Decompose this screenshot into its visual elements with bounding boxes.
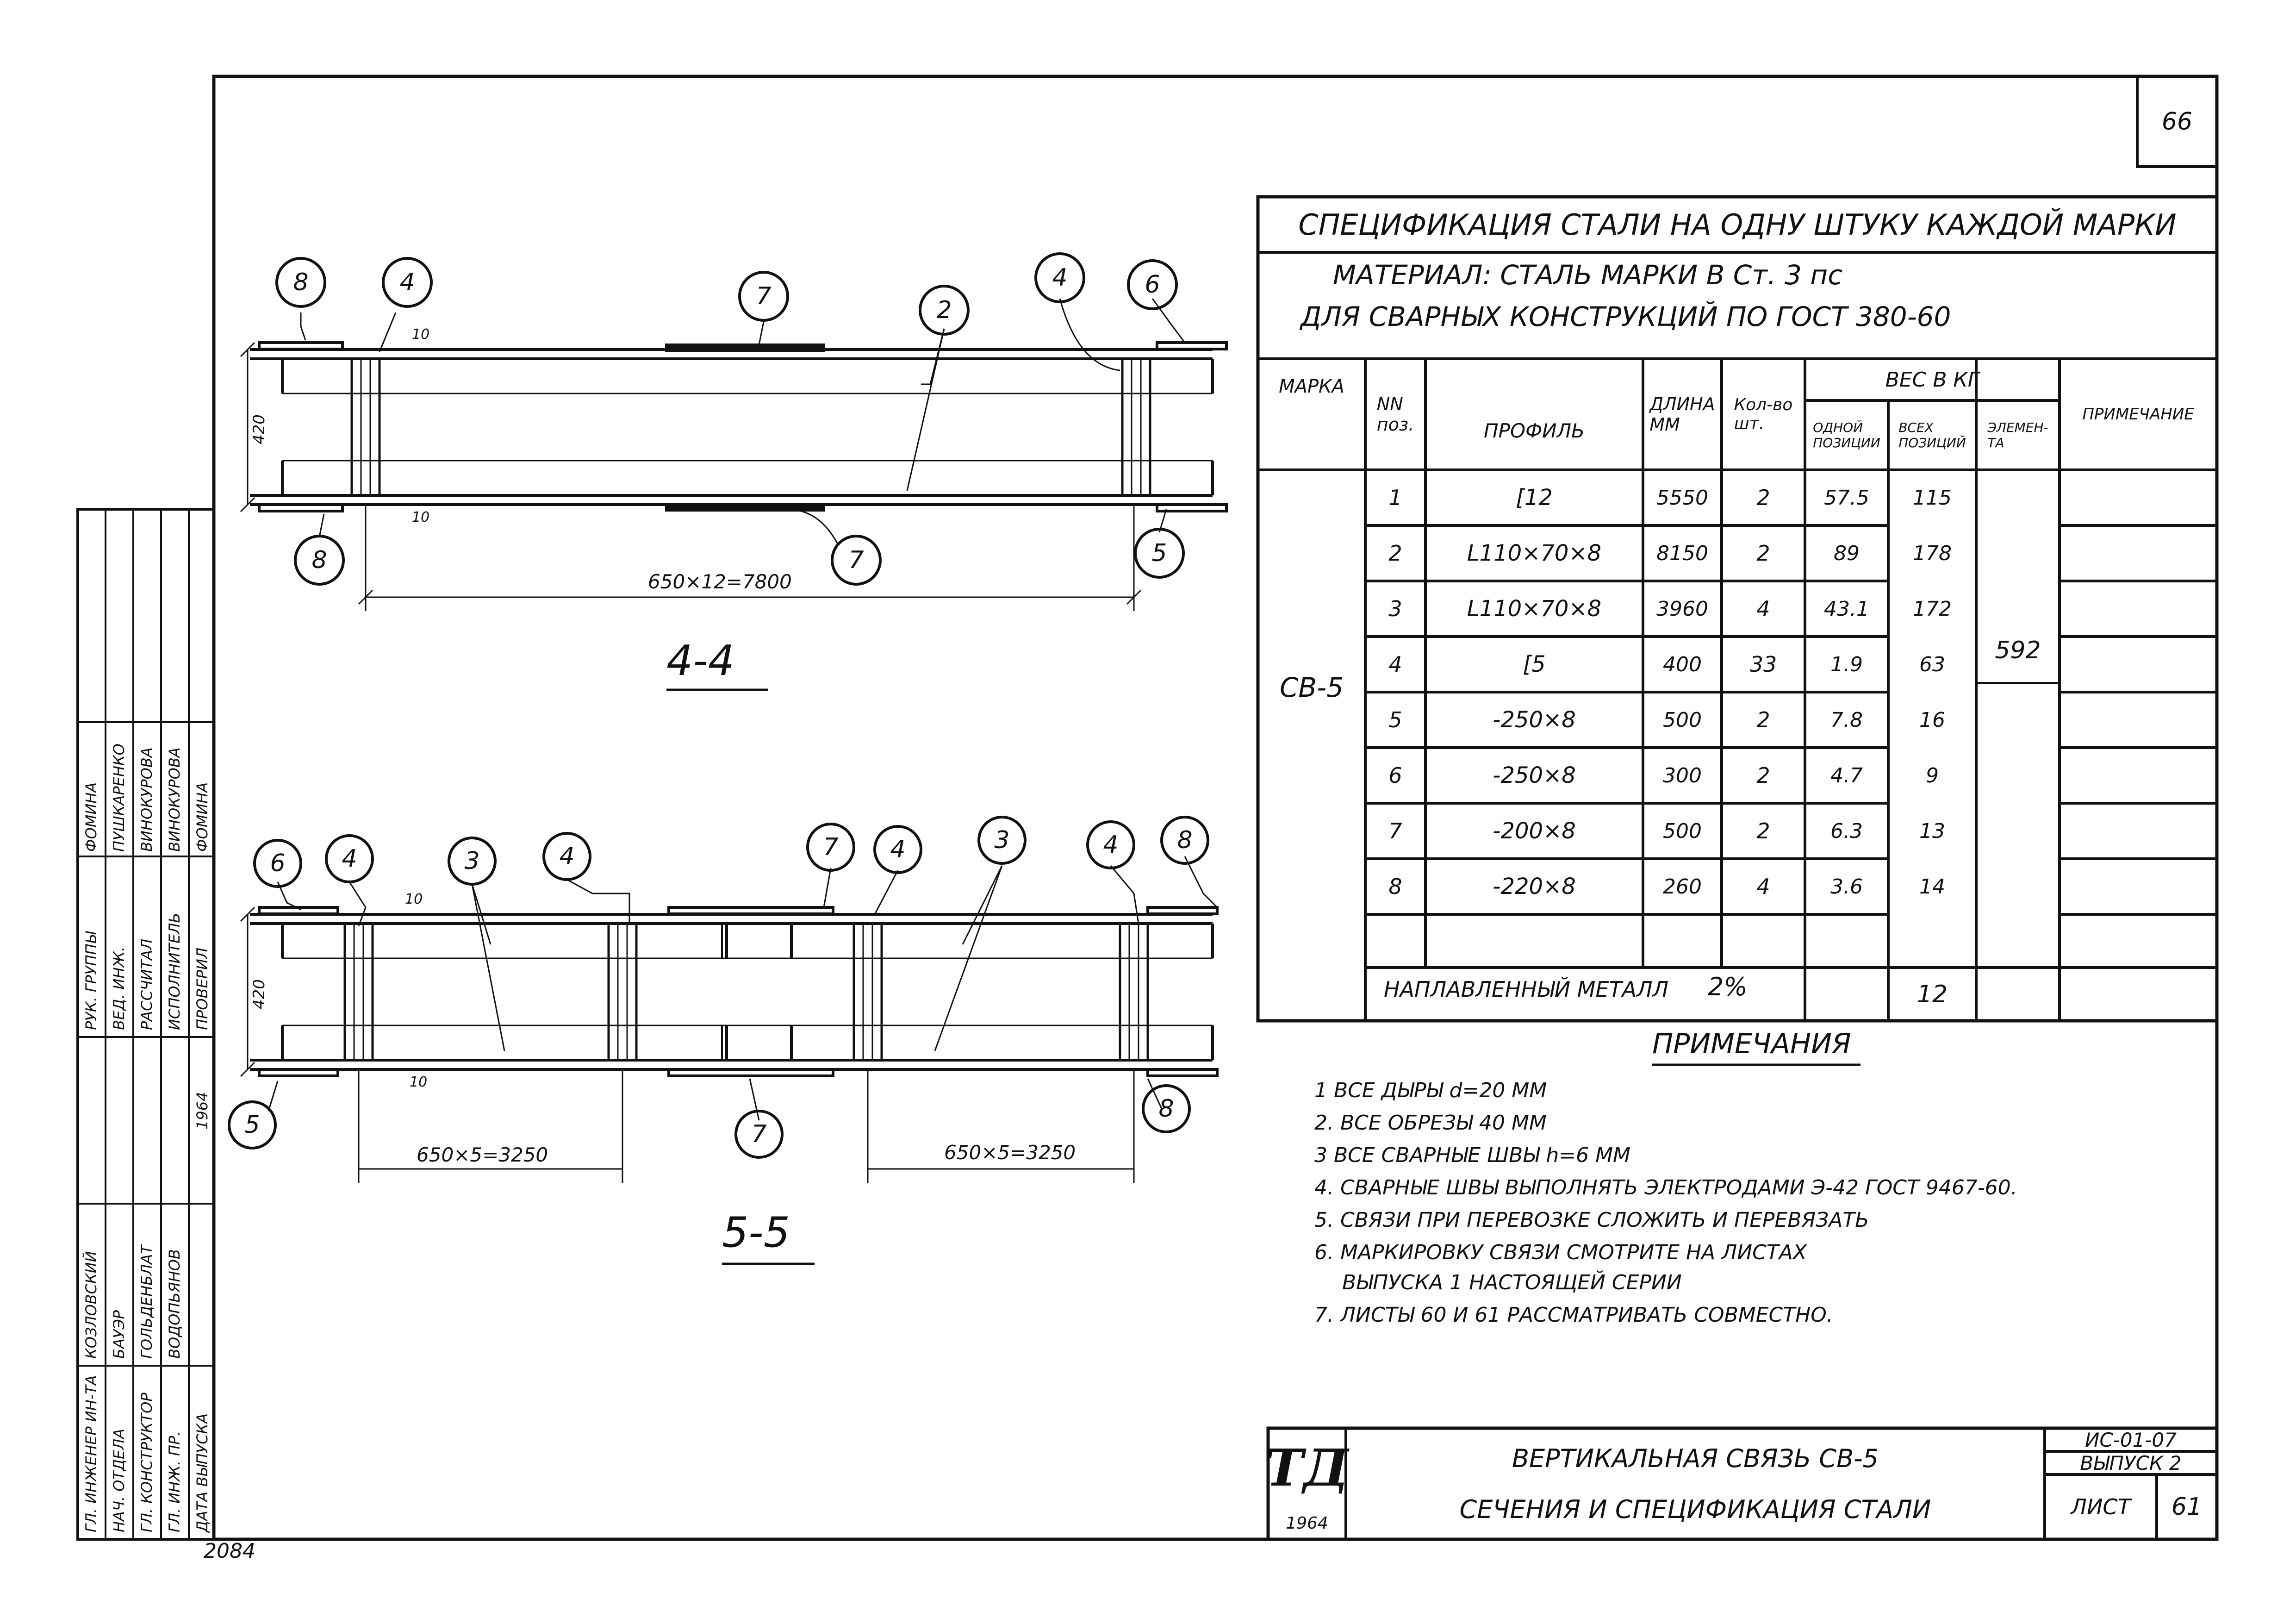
- spec-cell-w-all: 178: [1913, 541, 1952, 565]
- weld-label: НАПЛАВЛЕННЫЙ МЕТАЛЛ: [1384, 977, 1669, 1002]
- section-4-4-gap-dim: 10: [412, 326, 430, 343]
- callout-number: 8: [1158, 1095, 1174, 1123]
- header-pos: NN поз.: [1376, 394, 1414, 435]
- section-5-5-span-left: 650×5=3250: [417, 1143, 548, 1166]
- note-item: 4. СВАРНЫЕ ШВЫ ВЫПОЛНЯТЬ ЭЛЕКТРОДАМИ Э-42 ГОСТ 9467-60.: [1314, 1176, 2017, 1199]
- stamp-name: ВОДОПЬЯНОВ: [166, 1249, 183, 1359]
- spec-cell-pos: 8: [1388, 874, 1402, 899]
- stamp-role-2: ВЕД. ИНЖ.: [110, 946, 128, 1030]
- header-weight: ВЕС В КГ: [1885, 368, 1979, 392]
- callout-number: 8: [311, 546, 327, 574]
- spec-cell-qty: 2: [1756, 541, 1770, 566]
- spec-cell-qty: 2: [1756, 485, 1770, 510]
- spec-material-line1: МАТЕРИАЛ: СТАЛЬ МАРКИ В Ст. 3 пс: [1333, 259, 1843, 291]
- spec-title: СПЕЦИФИКАЦИЯ СТАЛИ НА ОДНУ ШТУКУ КАЖДОЙ МАРКИ: [1298, 207, 2177, 242]
- spec-cell-profile: -250×8: [1493, 762, 1576, 788]
- spec-cell-w-all: 115: [1913, 486, 1952, 510]
- callout-number: 7: [756, 282, 772, 310]
- spec-cell-pos: 1: [1388, 485, 1402, 510]
- spec-cell-length: 400: [1663, 652, 1702, 676]
- spec-cell-length: 260: [1663, 874, 1702, 899]
- callout-number: 5: [1151, 539, 1167, 567]
- spec-cell-w-one: 89: [1834, 541, 1860, 565]
- spec-cell-qty: 4: [1756, 596, 1770, 621]
- callout-number: 2: [936, 296, 952, 324]
- header-note: ПРИМЕЧАНИЕ: [2082, 405, 2194, 424]
- spec-cell-profile: -200×8: [1493, 818, 1576, 844]
- section-5-5-drawing: [229, 817, 1217, 1264]
- section-4-4-title: 4-4: [666, 637, 734, 685]
- callout-number: 4: [559, 843, 575, 870]
- spec-cell-profile: [12: [1516, 485, 1553, 511]
- sheet-number: 61: [2171, 1493, 2203, 1521]
- spec-cell-length: 500: [1663, 708, 1702, 732]
- callout-number: 7: [848, 546, 864, 574]
- spec-cell-w-one: 7.8: [1830, 708, 1863, 732]
- section-5-5-title: 5-5: [722, 1208, 790, 1257]
- note-item: 6. МАРКИРОВКУ СВЯЗИ СМОТРИТЕ НА ЛИСТАХ: [1314, 1241, 1807, 1264]
- callout-number: 7: [751, 1120, 767, 1148]
- callout-number: 3: [464, 847, 480, 875]
- callout-number: 4: [1052, 264, 1068, 292]
- spec-cell-w-one: 3.6: [1830, 874, 1863, 899]
- callout-number: 8: [293, 269, 309, 296]
- spec-cell-qty: 2: [1756, 763, 1770, 788]
- note-item: 1 ВСЕ ДЫРЫ d=20 ММ: [1314, 1079, 1547, 1102]
- stamp-name: ГОЛЬДЕНБЛАТ: [138, 1245, 156, 1359]
- note-item: 3 ВСЕ СВАРНЫЕ ШВЫ h=6 ММ: [1314, 1143, 1630, 1167]
- header-w-one: ОДНОЙ ПОЗИЦИИ: [1813, 420, 1880, 450]
- spec-cell-profile: -220×8: [1493, 874, 1576, 899]
- stamp-name: БАУЭР: [110, 1310, 128, 1359]
- spec-cell-length: 300: [1663, 763, 1702, 787]
- stamp-role-2: РАССЧИТАЛ: [138, 938, 156, 1030]
- spec-cell-qty: 2: [1756, 707, 1770, 732]
- stamp-name: КОЗЛОВСКИЙ: [82, 1251, 100, 1359]
- section-5-5-gap-dim: 10: [405, 891, 423, 907]
- stamp-date: 1964: [193, 1092, 211, 1130]
- page-number: 66: [2161, 107, 2193, 136]
- note-item: 2. ВСЕ ОБРЕЗЫ 40 ММ: [1314, 1111, 1547, 1135]
- callout-number: 7: [823, 833, 839, 861]
- spec-cell-qty: 4: [1756, 874, 1770, 899]
- spec-cell-w-all: 14: [1919, 874, 1945, 899]
- header-profile: ПРОФИЛЬ: [1484, 419, 1585, 442]
- stamp-role: ДАТА ВЫПУСКА: [193, 1413, 211, 1532]
- spec-cell-profile: [5: [1523, 651, 1546, 677]
- spec-mark-value: СВ-5: [1279, 672, 1344, 703]
- callout-number: 6: [270, 849, 286, 877]
- drawing-code: ИС-01-07: [2085, 1428, 2177, 1451]
- spec-cell-w-all: 172: [1913, 597, 1952, 621]
- spec-cell-length: 8150: [1656, 541, 1708, 565]
- spec-cell-pos: 4: [1388, 652, 1402, 677]
- stamp-name-2: ФОМИНА: [193, 782, 211, 852]
- spec-cell-length: 500: [1663, 819, 1702, 843]
- spec-cell-pos: 2: [1388, 541, 1402, 566]
- callout-number: 4: [1103, 831, 1119, 859]
- callout-number: 4: [890, 836, 906, 863]
- callout-number: 8: [1177, 826, 1193, 854]
- logo: ТД: [1265, 1437, 1349, 1498]
- spec-cell-pos: 6: [1388, 763, 1402, 788]
- callout-number: 4: [342, 845, 357, 873]
- spec-cell-profile: L110×70×8: [1467, 596, 1602, 622]
- drawing-title-2: СЕЧЕНИЯ И СПЕЦИФИКАЦИЯ СТАЛИ: [1459, 1494, 1931, 1524]
- stamp-name-2: ФОМИНА: [82, 782, 100, 852]
- notes-title: ПРИМЕЧАНИЯ: [1652, 1028, 1851, 1060]
- note-item: 5. СВЯЗИ ПРИ ПЕРЕВОЗКЕ СЛОЖИТЬ И ПЕРЕВЯЗАТЬ: [1314, 1208, 1869, 1232]
- spec-cell-w-one: 43.1: [1824, 597, 1869, 621]
- spec-cell-qty: 2: [1756, 818, 1770, 843]
- stamp-role-2: РУК. ГРУППЫ: [82, 931, 100, 1030]
- callout-number: 6: [1145, 271, 1160, 299]
- section-4-4-height-dim: 420: [250, 414, 268, 444]
- spec-cell-w-one: 6.3: [1830, 819, 1863, 843]
- header-length: ДЛИНА ММ: [1649, 394, 1715, 435]
- note-item: ВЫПУСКА 1 НАСТОЯЩЕЙ СЕРИИ: [1342, 1271, 1682, 1294]
- weld-pct: 2%: [1708, 972, 1748, 1001]
- drawing-title-1: ВЕРТИКАЛЬНАЯ СВЯЗЬ СВ-5: [1512, 1443, 1879, 1473]
- spec-cell-w-all: 16: [1919, 708, 1945, 732]
- spec-cell-profile: L110×70×8: [1467, 540, 1602, 566]
- stamp-name-2: ПУШКАРЕНКО: [110, 743, 128, 852]
- section-5-5-height-dim: 420: [250, 979, 268, 1009]
- weld-weight: 12: [1916, 980, 1948, 1008]
- spec-cell-w-all: 13: [1919, 819, 1945, 843]
- spec-cell-w-all: 9: [1926, 763, 1939, 787]
- stamp-role: НАЧ. ОТДЕЛА: [110, 1428, 128, 1532]
- section-4-4-drawing: [241, 254, 1226, 690]
- stamp-name-2: ВИНОКУРОВА: [166, 747, 183, 852]
- spec-cell-w-one: 4.7: [1830, 763, 1863, 787]
- spec-material-line2: ДЛЯ СВАРНЫХ КОНСТРУКЦИЙ ПО ГОСТ 380-60: [1300, 301, 1951, 332]
- sheet-label: ЛИСТ: [2071, 1494, 2131, 1519]
- stamp-role-2: ИСПОЛНИТЕЛЬ: [166, 912, 183, 1030]
- section-5-5-span-right: 650×5=3250: [944, 1141, 1076, 1164]
- callout-number: 3: [994, 826, 1010, 854]
- stamp-name-2: ВИНОКУРОВА: [138, 747, 156, 852]
- spec-cell-profile: -250×8: [1493, 707, 1576, 733]
- section-4-4-gap-dim-bottom: 10: [412, 509, 430, 525]
- stamp-role: ГЛ. ИНЖ. ПР.: [166, 1431, 183, 1532]
- spec-cell-pos: 3: [1388, 596, 1402, 621]
- drawing-issue: ВЫПУСК 2: [2080, 1451, 2182, 1474]
- header-mark: МАРКА: [1279, 376, 1344, 397]
- logo-year: 1964: [1286, 1513, 1328, 1533]
- stamp-role: ГЛ. ИНЖЕНЕР ИН-ТА: [82, 1375, 100, 1532]
- note-item: 7. ЛИСТЫ 60 И 61 РАССМАТРИВАТЬ СОВМЕСТНО.: [1314, 1303, 1833, 1327]
- spec-cell-length: 3960: [1656, 597, 1708, 621]
- spec-cell-w-one: 57.5: [1824, 486, 1869, 510]
- header-w-all: ВСЕХ ПОЗИЦИЙ: [1898, 420, 1966, 450]
- spec-cell-w-one: 1.9: [1830, 652, 1863, 676]
- callout-number: 5: [244, 1111, 260, 1139]
- spec-cell-qty: 33: [1749, 652, 1777, 677]
- spec-cell-length: 5550: [1656, 486, 1708, 510]
- spec-element-weight: 592: [1995, 637, 2041, 664]
- header-w-elem: ЭЛЕМЕН- ТА: [1987, 420, 2048, 450]
- section-4-4-span-dim: 650×12=7800: [648, 570, 792, 593]
- spec-cell-w-all: 63: [1919, 652, 1945, 676]
- spec-cell-pos: 7: [1388, 818, 1402, 843]
- spec-cell-pos: 5: [1388, 707, 1402, 732]
- header-qty: Кол-во шт.: [1734, 395, 1793, 433]
- stamp-role: ГЛ. КОНСТРУКТОР: [138, 1393, 156, 1532]
- stamp-role-2: ПРОВЕРИЛ: [193, 947, 211, 1030]
- archive-number: 2084: [204, 1539, 255, 1563]
- section-5-5-gap-dim-bottom: 10: [410, 1074, 428, 1090]
- callout-number: 4: [399, 269, 415, 296]
